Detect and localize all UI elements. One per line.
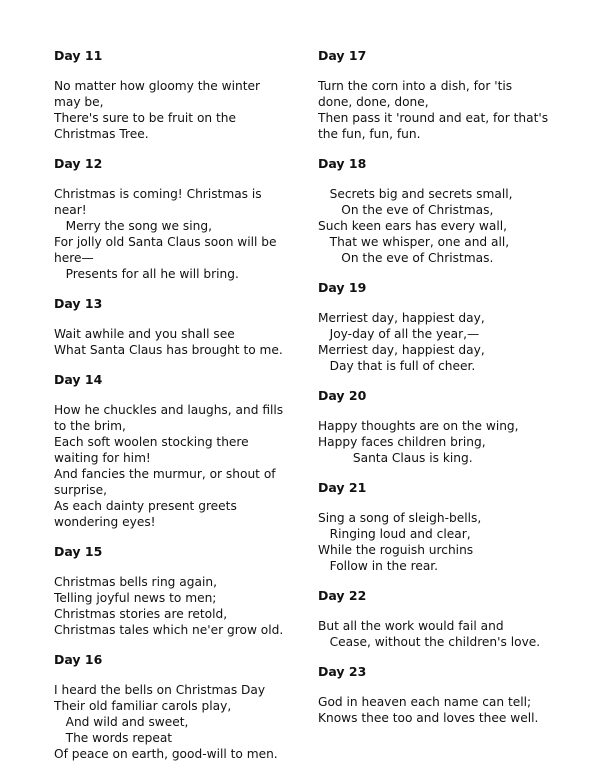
day-heading: Day 17 [318, 48, 367, 63]
poem-entry [318, 388, 558, 480]
poem-line: Christmas is coming! Christmas is [54, 187, 262, 201]
poem-line: Of peace on earth, good-will to men. [54, 747, 278, 761]
entry-spacer [318, 650, 558, 664]
poem-entry [54, 296, 294, 372]
day-heading: Day 23 [318, 664, 367, 679]
poem-line: Knows thee too and loves thee well. [318, 711, 539, 725]
entry-spacer [54, 530, 294, 544]
poem-line: Follow in the rear. [318, 559, 439, 573]
day-heading: Day 12 [54, 156, 103, 171]
poem-line: near! [54, 203, 87, 217]
poem-line: There's sure to be fruit on the [54, 111, 237, 125]
entry-spacer [318, 266, 558, 280]
entry-spacer [54, 142, 294, 156]
poem-line: I heard the bells on Christmas Day [54, 683, 266, 697]
poem-line: surprise, [54, 483, 107, 497]
poem-line: Cease, without the children's love. [318, 635, 541, 649]
poem-line: waiting for him! [54, 451, 151, 465]
day-heading: Day 13 [54, 296, 103, 311]
poem-line: Then pass it 'round and eat, for that's [318, 111, 549, 125]
poem-entry [318, 480, 558, 588]
poem-line: Happy thoughts are on the wing, [318, 419, 519, 433]
poem-line: Christmas tales which ne'er grow old. [54, 623, 284, 637]
poem-line: No matter how gloomy the winter [54, 79, 260, 93]
poem-line: Secrets big and secrets small, [318, 187, 513, 201]
entry-spacer [54, 638, 294, 652]
day-heading: Day 18 [318, 156, 367, 171]
poem-line: the fun, fun, fun. [318, 127, 421, 141]
poem-line: Merriest day, happiest day, [318, 343, 485, 357]
poem-entry [318, 588, 558, 664]
poem-entry [54, 652, 294, 762]
poem-line: Presents for all he will bring. [54, 267, 239, 281]
poem-entry [54, 48, 294, 156]
poem-entry [54, 156, 294, 296]
poem-line: Their old familiar carols play, [54, 699, 232, 713]
entry-spacer [318, 574, 558, 588]
poem-line: The words repeat [54, 731, 173, 745]
poem-line: wondering eyes! [54, 515, 156, 529]
entry-spacer [318, 466, 558, 480]
poem-line: Each soft woolen stocking there [54, 435, 249, 449]
poem-line: What Santa Claus has brought to me. [54, 343, 283, 357]
poem-line: And fancies the murmur, or shout of [54, 467, 276, 481]
day-heading: Day 14 [54, 372, 103, 387]
poem-line: may be, [54, 95, 104, 109]
day-heading: Day 22 [318, 588, 367, 603]
entry-spacer [54, 282, 294, 296]
day-heading: Day 11 [54, 48, 103, 63]
poem-line: Merry the song we sing, [54, 219, 212, 233]
day-heading: Day 16 [54, 652, 103, 667]
poem-line: Wait awhile and you shall see [54, 327, 235, 341]
poem-line: How he chuckles and laughs, and fills [54, 403, 284, 417]
entry-spacer [318, 374, 558, 388]
poem-line: But all the work would fail and [318, 619, 504, 633]
poem-line: Such keen ears has every wall, [318, 219, 507, 233]
left-column [54, 48, 294, 762]
poem-line: Christmas bells ring again, [54, 575, 217, 589]
poem-line: Santa Claus is king. [318, 451, 473, 465]
poem-entry [54, 372, 294, 544]
poem-line: For jolly old Santa Claus soon will be [54, 235, 277, 249]
day-heading: Day 15 [54, 544, 103, 559]
poem-line: And wild and sweet, [54, 715, 189, 729]
day-heading: Day 19 [318, 280, 367, 295]
day-heading: Day 21 [318, 480, 367, 495]
poem-line: to the brim, [54, 419, 126, 433]
poem-line: Merriest day, happiest day, [318, 311, 485, 325]
poem-entry [54, 544, 294, 652]
poem-line: done, done, done, [318, 95, 429, 109]
poem-line: Christmas Tree. [54, 127, 149, 141]
poem-entry [318, 280, 558, 388]
right-column [318, 48, 558, 726]
poem-line: Happy faces children bring, [318, 435, 486, 449]
poem-line: Christmas stories are retold, [54, 607, 228, 621]
day-heading: Day 20 [318, 388, 367, 403]
poem-line: Telling joyful news to men; [54, 591, 217, 605]
poem-line: Ringing loud and clear, [318, 527, 471, 541]
poem-entry [318, 156, 558, 280]
poem-line: God in heaven each name can tell; [318, 695, 532, 709]
poem-line: here— [54, 251, 94, 265]
poem-line: That we whisper, one and all, [318, 235, 510, 249]
poem-line: Day that is full of cheer. [318, 359, 476, 373]
poem-line: On the eve of Christmas, [318, 203, 494, 217]
poem-entry [318, 48, 558, 156]
poem-line: Joy-day of all the year,— [318, 327, 480, 341]
poem-entry [318, 664, 558, 726]
poem-line: As each dainty present greets [54, 499, 237, 513]
poem-line: Sing a song of sleigh-bells, [318, 511, 482, 525]
poem-line: Turn the corn into a dish, for 'tis [318, 79, 513, 93]
poem-line: While the roguish urchins [318, 543, 474, 557]
entry-spacer [54, 358, 294, 372]
entry-spacer [318, 142, 558, 156]
poem-line: On the eve of Christmas. [318, 251, 494, 265]
